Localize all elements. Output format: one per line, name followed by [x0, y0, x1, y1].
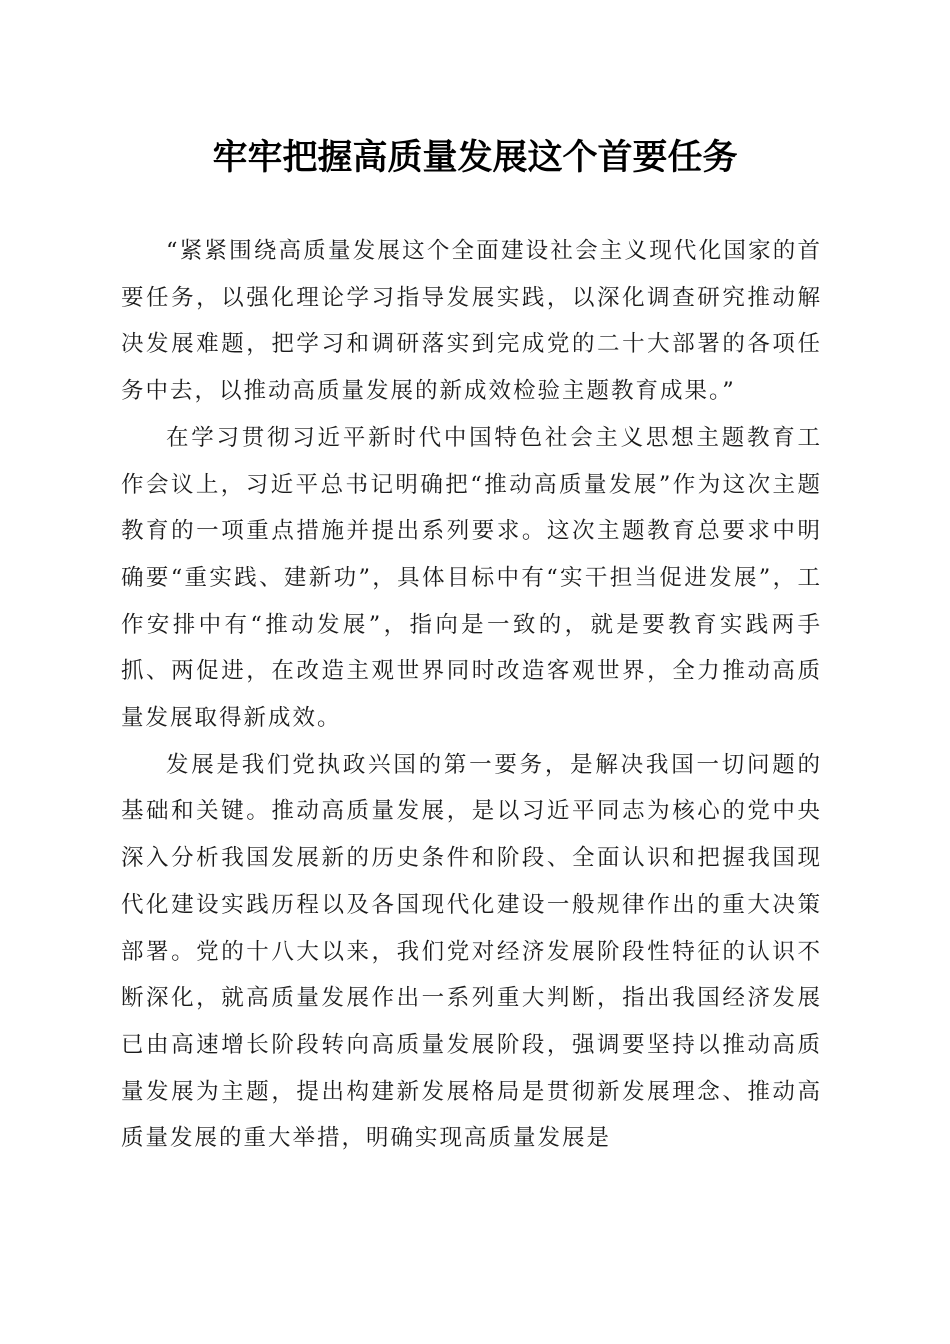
paragraph-meeting: 在学习贯彻习近平新时代中国特色社会主义思想主题教育工作会议上，习近平总书记明确把“推动高质量发展”作为这次主题教育的一项重点措施并提出系列要求。这次主题教育总要求中明确要“重实践、建新功”，具体目标中有“实干担当促进发展”，工作安排中有“推动发展”，指向是一致的，就是要教育实践两手抓、两促进，在改造主观世界同时改造客观世界，全力推动高质量发展取得新成效。 [121, 424, 822, 732]
document-body [121, 228, 822, 1162]
paragraph-quote: “紧紧围绕高质量发展这个全面建设社会主义现代化国家的首要任务，以强化理论学习指导发展实践，以深化调查研究推动解决发展难题，把学习和调研落实到完成党的二十大部署的各项任务中去，以推动高质量发展的新成效检验主题教育成果。” [121, 238, 822, 405]
document-title: 牢牢把握高质量发展这个首要任务 [212, 137, 738, 178]
paragraph-development: 发展是我们党执政兴国的第一要务，是解决我国一切问题的基础和关键。推动高质量发展，是以习近平同志为核心的党中央深入分析我国发展新的历史条件和阶段、全面认识和把握我国现代化建设实践历程以及各国现代化建设一般规律作出的重大决策部署。党的十八大以来，我们党对经济发展阶段性特征的认识不断深化，就高质量发展作出一系列重大判断，指出我国经济发展已由高速增长阶段转向高质量发展阶段，强调要坚持以推动高质量发展为主题，提出构建新发展格局是贯彻新发展理念、推动高质量发展的重大举措，明确实现高质量发展是 [121, 751, 822, 1152]
